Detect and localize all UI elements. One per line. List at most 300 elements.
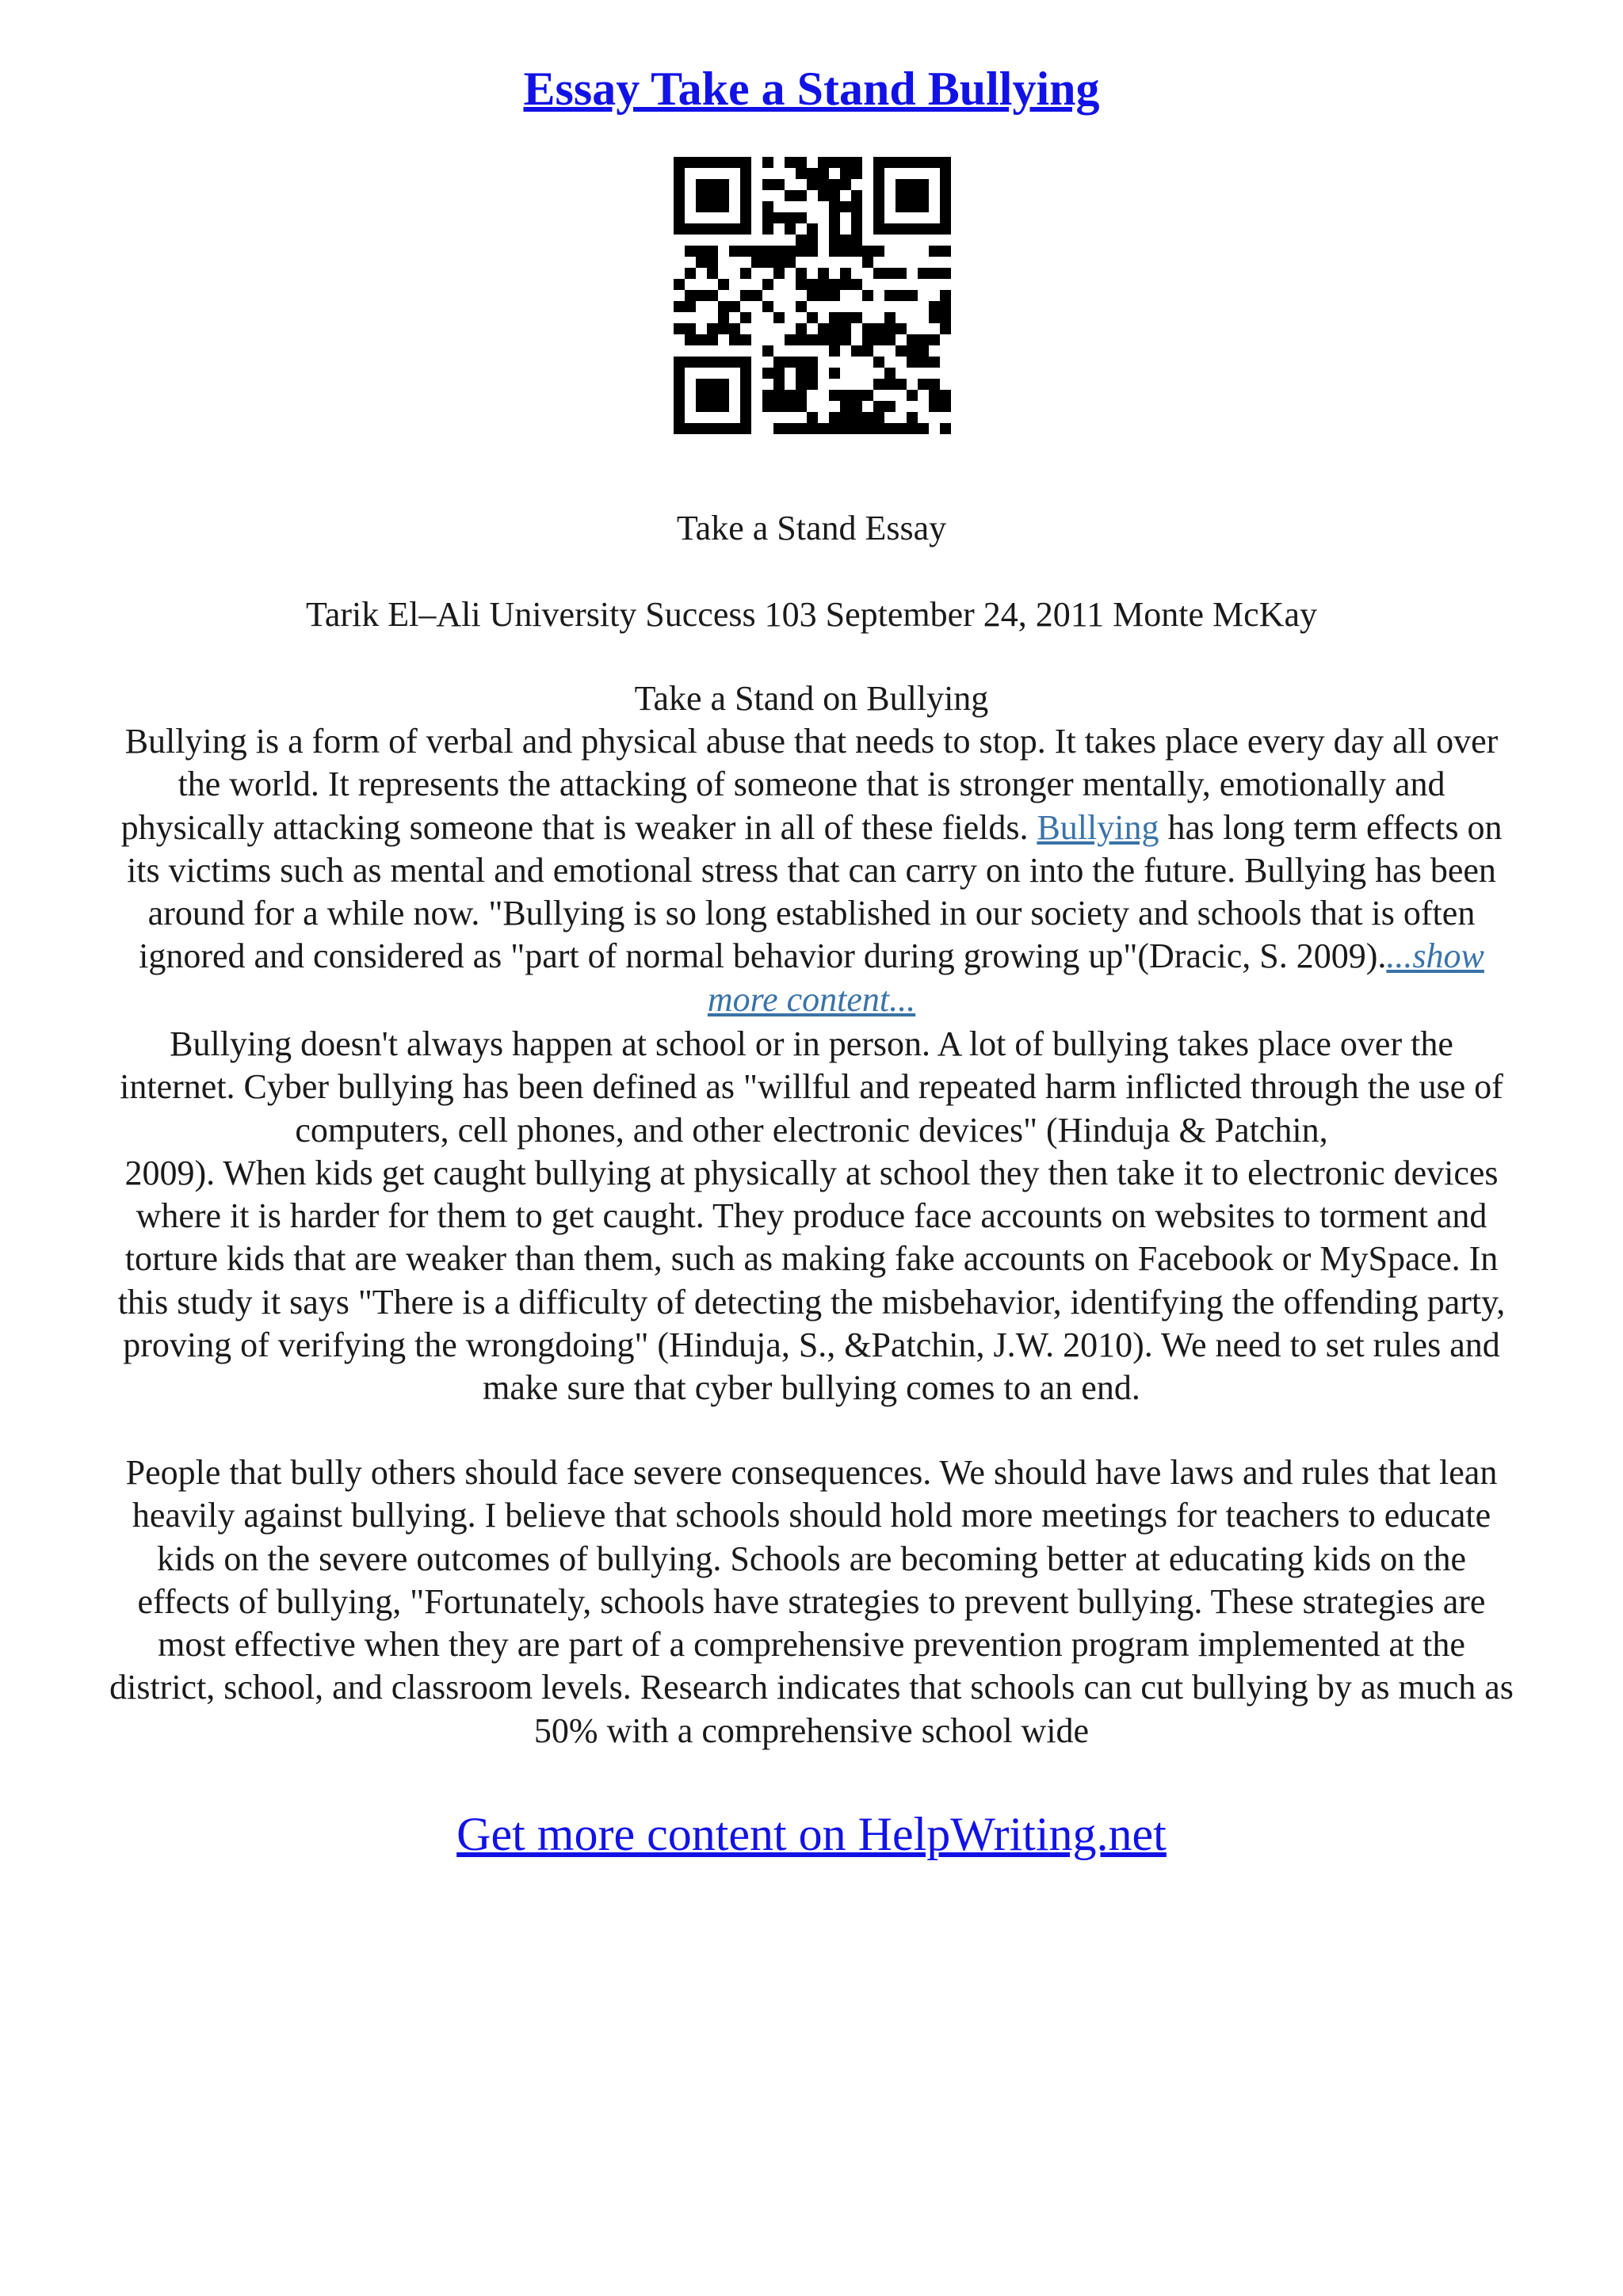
- qr-module: [696, 201, 707, 212]
- qr-module: [740, 423, 751, 434]
- qr-module: [829, 290, 840, 301]
- qr-module: [718, 390, 729, 401]
- paragraph-3-line: kids on the severe outcomes of bullying. Schools are becoming better at educating kids on the: [156, 1539, 1467, 1578]
- paragraph-3-line: district, school, and classroom levels. Research indicates that schools can cut bullying by as much as: [109, 1668, 1514, 1707]
- qr-module: [762, 257, 773, 268]
- qr-module: [851, 246, 862, 257]
- qr-module: [896, 423, 907, 434]
- qr-module: [751, 246, 762, 257]
- qr-module: [818, 179, 829, 190]
- qr-module: [807, 290, 818, 301]
- qr-code-icon: [674, 157, 951, 434]
- qr-module: [718, 157, 729, 168]
- qr-module: [674, 279, 685, 290]
- document-title-container: [0, 57, 1623, 120]
- qr-module: [884, 401, 896, 412]
- qr-module: [884, 334, 896, 345]
- qr-module: [674, 223, 685, 235]
- qr-module: [862, 345, 873, 357]
- qr-module: [740, 334, 751, 345]
- qr-module: [773, 212, 785, 223]
- qr-module: [862, 390, 873, 401]
- qr-module: [696, 379, 707, 390]
- qr-module: [873, 379, 884, 390]
- qr-module: [907, 412, 918, 423]
- qr-module: [685, 301, 696, 312]
- qr-module: [873, 212, 884, 223]
- qr-module: [707, 223, 718, 235]
- qr-module: [840, 179, 851, 190]
- qr-module: [907, 423, 918, 434]
- qr-module: [829, 223, 840, 235]
- qr-module: [762, 368, 773, 379]
- qr-module: [718, 279, 729, 290]
- qr-module: [696, 257, 707, 268]
- qr-module: [718, 357, 729, 368]
- qr-module: [873, 201, 884, 212]
- qr-module: [873, 223, 884, 235]
- qr-module: [773, 423, 785, 434]
- qr-module: [707, 357, 718, 368]
- qr-module: [840, 312, 851, 323]
- qr-module: [829, 412, 840, 423]
- qr-module: [851, 412, 862, 423]
- qr-module: [829, 368, 840, 379]
- qr-module: [829, 334, 840, 345]
- qr-module: [840, 334, 851, 345]
- qr-module: [674, 323, 685, 334]
- qr-module: [707, 268, 718, 279]
- qr-module: [851, 168, 862, 179]
- qr-module: [807, 368, 818, 379]
- qr-module: [729, 323, 740, 334]
- qr-module: [773, 268, 785, 279]
- show-more-link[interactable]: ...show: [1386, 936, 1484, 976]
- qr-module: [907, 345, 918, 357]
- qr-module: [740, 390, 751, 401]
- qr-module: [674, 379, 685, 390]
- paragraph-2-line: where it is harder for them to get caught. They produce face accounts on websites to torment and: [136, 1196, 1487, 1236]
- qr-module: [829, 190, 840, 201]
- qr-module: [674, 423, 685, 434]
- qr-module: [896, 157, 907, 168]
- qr-module: [851, 279, 862, 290]
- qr-module: [707, 290, 718, 301]
- qr-module: [907, 157, 918, 168]
- qr-module: [940, 301, 951, 312]
- qr-module: [762, 212, 773, 223]
- qr-module: [740, 268, 751, 279]
- qr-module: [696, 290, 707, 301]
- qr-module: [840, 279, 851, 290]
- essay-subtitle: Take a Stand Essay: [676, 509, 947, 547]
- qr-module: [818, 290, 829, 301]
- paragraph-1-line: [60, 807, 1563, 849]
- qr-module: [674, 390, 685, 401]
- paragraph-2-line: computers, cell phones, and other electronic devices" (Hinduja & Patchin,: [295, 1110, 1328, 1150]
- qr-module: [762, 390, 773, 401]
- qr-module: [940, 323, 951, 334]
- author-line: Tarik El–Ali University Success 103 September 24, 2011 Monte McKay: [306, 595, 1317, 634]
- qr-module: [929, 157, 940, 168]
- qr-module: [796, 390, 807, 401]
- qr-module: [851, 312, 862, 323]
- qr-module: [740, 212, 751, 223]
- qr-module: [807, 412, 818, 423]
- qr-module: [918, 190, 929, 201]
- qr-module: [851, 401, 862, 412]
- qr-module: [740, 201, 751, 212]
- qr-module: [785, 257, 796, 268]
- qr-module: [829, 246, 840, 257]
- qr-module: [796, 246, 807, 257]
- qr-module: [807, 235, 818, 246]
- qr-module: [729, 301, 740, 312]
- qr-module: [696, 190, 707, 201]
- qr-module: [740, 312, 751, 323]
- qr-module: [718, 312, 729, 323]
- qr-module: [918, 268, 929, 279]
- qr-module: [818, 334, 829, 345]
- qr-module: [851, 390, 862, 401]
- qr-module: [785, 423, 796, 434]
- paragraph-1-line: Bullying is a form of verbal and physical abuse that needs to stop. It takes place every day all over: [124, 722, 1499, 761]
- paragraph-3-line: heavily against bullying. I believe that schools should hold more meetings for teachers to educate: [132, 1496, 1491, 1535]
- qr-module: [707, 179, 718, 190]
- qr-module: [940, 212, 951, 223]
- qr-module: [740, 401, 751, 412]
- qr-module: [796, 212, 807, 223]
- qr-module: [918, 223, 929, 235]
- qr-module: [873, 268, 884, 279]
- qr-module: [929, 223, 940, 235]
- qr-module: [818, 268, 829, 279]
- qr-module: [940, 401, 951, 412]
- qr-module: [862, 423, 873, 434]
- qr-module: [773, 390, 785, 401]
- qr-module: [785, 157, 796, 168]
- footer-helpwriting-link[interactable]: Get more content on HelpWriting.net: [456, 1808, 1167, 1860]
- qr-module: [918, 334, 929, 345]
- qr-module: [796, 423, 807, 434]
- qr-module: [873, 334, 884, 345]
- qr-module: [918, 357, 929, 368]
- paragraph-2-line: this study it says "There is a difficulty of detecting the misbehavior, identifying the offending party,: [117, 1282, 1506, 1322]
- qr-module: [896, 268, 907, 279]
- qr-module: [696, 423, 707, 434]
- qr-module: [851, 190, 862, 201]
- qr-module: [773, 357, 785, 368]
- qr-module: [907, 357, 918, 368]
- qr-module: [940, 179, 951, 190]
- qr-module: [918, 179, 929, 190]
- qr-module: [862, 323, 873, 334]
- qr-module: [707, 190, 718, 201]
- qr-module: [796, 323, 807, 334]
- qr-module: [674, 368, 685, 379]
- paragraph-2-line: proving of verifying the wrongdoing" (Hinduja, S., &Patchin, J.W. 2010). We need to set rules and: [123, 1325, 1500, 1365]
- qr-module: [785, 334, 796, 345]
- qr-module: [718, 379, 729, 390]
- qr-module: [873, 357, 884, 368]
- qr-module: [773, 379, 785, 390]
- qr-module: [929, 357, 940, 368]
- qr-module: [707, 246, 718, 257]
- paragraph-3-line: 50% with a comprehensive school wide: [533, 1711, 1090, 1750]
- paragraph-3-line: People that bully others should face severe consequences. We should have laws and rules that lean: [125, 1453, 1498, 1492]
- qr-module: [674, 190, 685, 201]
- qr-module: [785, 212, 796, 223]
- qr-module: [851, 157, 862, 168]
- paragraph-3-line: effects of bullying, "Fortunately, schools have strategies to prevent bullying. These strategies are: [137, 1581, 1486, 1621]
- qr-module: [773, 368, 785, 379]
- qr-module: [718, 201, 729, 212]
- qr-module: [929, 379, 940, 390]
- qr-module: [707, 401, 718, 412]
- qr-module: [884, 223, 896, 235]
- qr-module: [718, 223, 729, 235]
- qr-module: [751, 257, 762, 268]
- qr-module: [840, 246, 851, 257]
- qr-module: [907, 190, 918, 201]
- qr-module: [829, 157, 840, 168]
- qr-module: [685, 223, 696, 235]
- qr-module: [674, 157, 685, 168]
- qr-module: [807, 246, 818, 257]
- qr-module: [729, 223, 740, 235]
- qr-module: [796, 235, 807, 246]
- qr-module: [840, 157, 851, 168]
- qr-module: [807, 423, 818, 434]
- qr-module: [729, 334, 740, 345]
- qr-module: [884, 268, 896, 279]
- qr-module: [818, 279, 829, 290]
- qr-module: [873, 179, 884, 190]
- qr-module: [840, 423, 851, 434]
- qr-module: [829, 235, 840, 246]
- qr-module: [762, 223, 773, 235]
- qr-module: [696, 179, 707, 190]
- qr-module: [796, 279, 807, 290]
- qr-module: [929, 401, 940, 412]
- qr-module: [674, 357, 685, 368]
- qr-module: [707, 323, 718, 334]
- qr-module: [718, 423, 729, 434]
- qr-module: [862, 290, 873, 301]
- qr-module: [796, 379, 807, 390]
- qr-module: [685, 268, 696, 279]
- paragraph-3-line: most effective when they are part of a comprehensive prevention program implemented at the: [158, 1625, 1465, 1665]
- paragraph-2-line: torture kids that are weaker than them, such as making fake accounts on Facebook or MySpace. In: [124, 1239, 1499, 1279]
- qr-module: [884, 423, 896, 434]
- qr-module: [862, 334, 873, 345]
- qr-module: [829, 212, 840, 223]
- qr-module: [829, 179, 840, 190]
- qr-module: [829, 279, 840, 290]
- qr-module: [707, 334, 718, 345]
- qr-module: [851, 345, 862, 357]
- qr-module: [896, 345, 907, 357]
- paragraph-1-text: physically attacking someone that is weaker in all of these fields.: [120, 807, 1037, 847]
- qr-module: [907, 179, 918, 190]
- qr-module: [918, 423, 929, 434]
- qr-module: [796, 368, 807, 379]
- qr-module: [829, 323, 840, 334]
- paragraph-2-line: make sure that cyber bullying comes to an end.: [483, 1368, 1140, 1408]
- qr-module: [918, 379, 929, 390]
- bullying-link[interactable]: Bullying: [1037, 807, 1159, 847]
- qr-module: [818, 168, 829, 179]
- qr-module: [873, 423, 884, 434]
- qr-module: [840, 268, 851, 279]
- paragraph-2-line: Bullying doesn't always happen at school or in person. A lot of bullying takes place over the: [170, 1024, 1453, 1063]
- qr-module: [740, 168, 751, 179]
- qr-module: [762, 401, 773, 412]
- qr-module: [696, 334, 707, 345]
- qr-module: [807, 179, 818, 190]
- qr-module: [718, 301, 729, 312]
- qr-module: [762, 179, 773, 190]
- qr-module: [940, 268, 951, 279]
- qr-module: [840, 412, 851, 423]
- qr-module: [829, 345, 840, 357]
- paragraph-1-text: has long term effects on: [1159, 807, 1503, 847]
- qr-module: [940, 246, 951, 257]
- qr-module: [807, 357, 818, 368]
- qr-module: [696, 390, 707, 401]
- qr-module: [940, 423, 951, 434]
- qr-module: [740, 190, 751, 201]
- qr-module: [840, 235, 851, 246]
- qr-module: [940, 312, 951, 323]
- qr-module: [796, 168, 807, 179]
- qr-module: [873, 168, 884, 179]
- qr-module: [851, 223, 862, 235]
- qr-module: [940, 290, 951, 301]
- qr-module: [884, 157, 896, 168]
- document-title-link[interactable]: Essay Take a Stand Bullying: [523, 63, 1100, 115]
- qr-module: [884, 312, 896, 323]
- qr-module: [840, 401, 851, 412]
- show-more-link-continued[interactable]: more content...: [707, 979, 916, 1019]
- qr-module: [796, 301, 807, 312]
- qr-module: [873, 323, 884, 334]
- qr-module: [674, 412, 685, 423]
- qr-module: [818, 190, 829, 201]
- qr-module: [785, 223, 796, 235]
- qr-module: [873, 412, 884, 423]
- qr-module: [851, 235, 862, 246]
- qr-module: [862, 246, 873, 257]
- qr-module: [696, 401, 707, 412]
- qr-module: [674, 201, 685, 212]
- qr-module: [740, 179, 751, 190]
- qr-module: [907, 201, 918, 212]
- qr-module: [940, 168, 951, 179]
- qr-module: [840, 168, 851, 179]
- footer-link-container: [0, 1802, 1623, 1866]
- qr-module: [674, 179, 685, 190]
- qr-module: [873, 401, 884, 412]
- qr-module: [873, 190, 884, 201]
- qr-module: [840, 390, 851, 401]
- qr-module: [896, 179, 907, 190]
- qr-module: [840, 323, 851, 334]
- qr-module: [884, 290, 896, 301]
- qr-module: [718, 190, 729, 201]
- qr-module: [729, 246, 740, 257]
- qr-module: [707, 157, 718, 168]
- qr-module: [918, 201, 929, 212]
- qr-module: [729, 157, 740, 168]
- qr-module: [818, 323, 829, 334]
- paragraph-2-line: 2009). When kids get caught bullying at physically at school they then take it to electronic devices: [124, 1153, 1499, 1192]
- qr-module: [807, 279, 818, 290]
- qr-module: [740, 157, 751, 168]
- qr-module: [796, 268, 807, 279]
- qr-module: [785, 246, 796, 257]
- qr-module: [696, 357, 707, 368]
- qr-module: [896, 379, 907, 390]
- qr-module: [685, 423, 696, 434]
- qr-module: [851, 201, 862, 212]
- paragraph-2: [60, 1023, 1563, 1410]
- qr-module: [696, 223, 707, 235]
- qr-module: [796, 157, 807, 168]
- qr-module: [773, 179, 785, 190]
- qr-module: [896, 223, 907, 235]
- qr-module: [740, 223, 751, 235]
- qr-module: [740, 379, 751, 390]
- qr-module: [685, 246, 696, 257]
- qr-module: [751, 290, 762, 301]
- qr-module: [696, 157, 707, 168]
- qr-module: [884, 379, 896, 390]
- qr-module: [807, 379, 818, 390]
- qr-module: [762, 201, 773, 212]
- qr-module: [862, 412, 873, 423]
- qr-module: [674, 212, 685, 223]
- qr-module: [674, 301, 685, 312]
- paragraph-1-line: [60, 935, 1563, 978]
- qr-module: [707, 390, 718, 401]
- qr-module: [796, 190, 807, 201]
- qr-module: [807, 168, 818, 179]
- qr-module: [773, 246, 785, 257]
- qr-module: [718, 323, 729, 334]
- qr-module: [918, 157, 929, 168]
- qr-module: [829, 201, 840, 212]
- qr-module: [840, 201, 851, 212]
- paragraph-2-line: internet. Cyber bullying has been defined as "willful and repeated harm inflicted through the use of: [120, 1067, 1503, 1107]
- qr-module: [729, 423, 740, 434]
- qr-module: [807, 223, 818, 235]
- qr-module: [940, 190, 951, 201]
- qr-module: [940, 223, 951, 235]
- qr-module: [929, 312, 940, 323]
- qr-module: [829, 312, 840, 323]
- qr-module: [929, 268, 940, 279]
- qr-module: [940, 390, 951, 401]
- qr-module: [907, 223, 918, 235]
- qr-module: [762, 345, 773, 357]
- qr-module: [707, 257, 718, 268]
- qr-module: [674, 168, 685, 179]
- qr-module: [851, 212, 862, 223]
- qr-module: [785, 190, 796, 201]
- qr-module: [773, 312, 785, 323]
- qr-module: [773, 401, 785, 412]
